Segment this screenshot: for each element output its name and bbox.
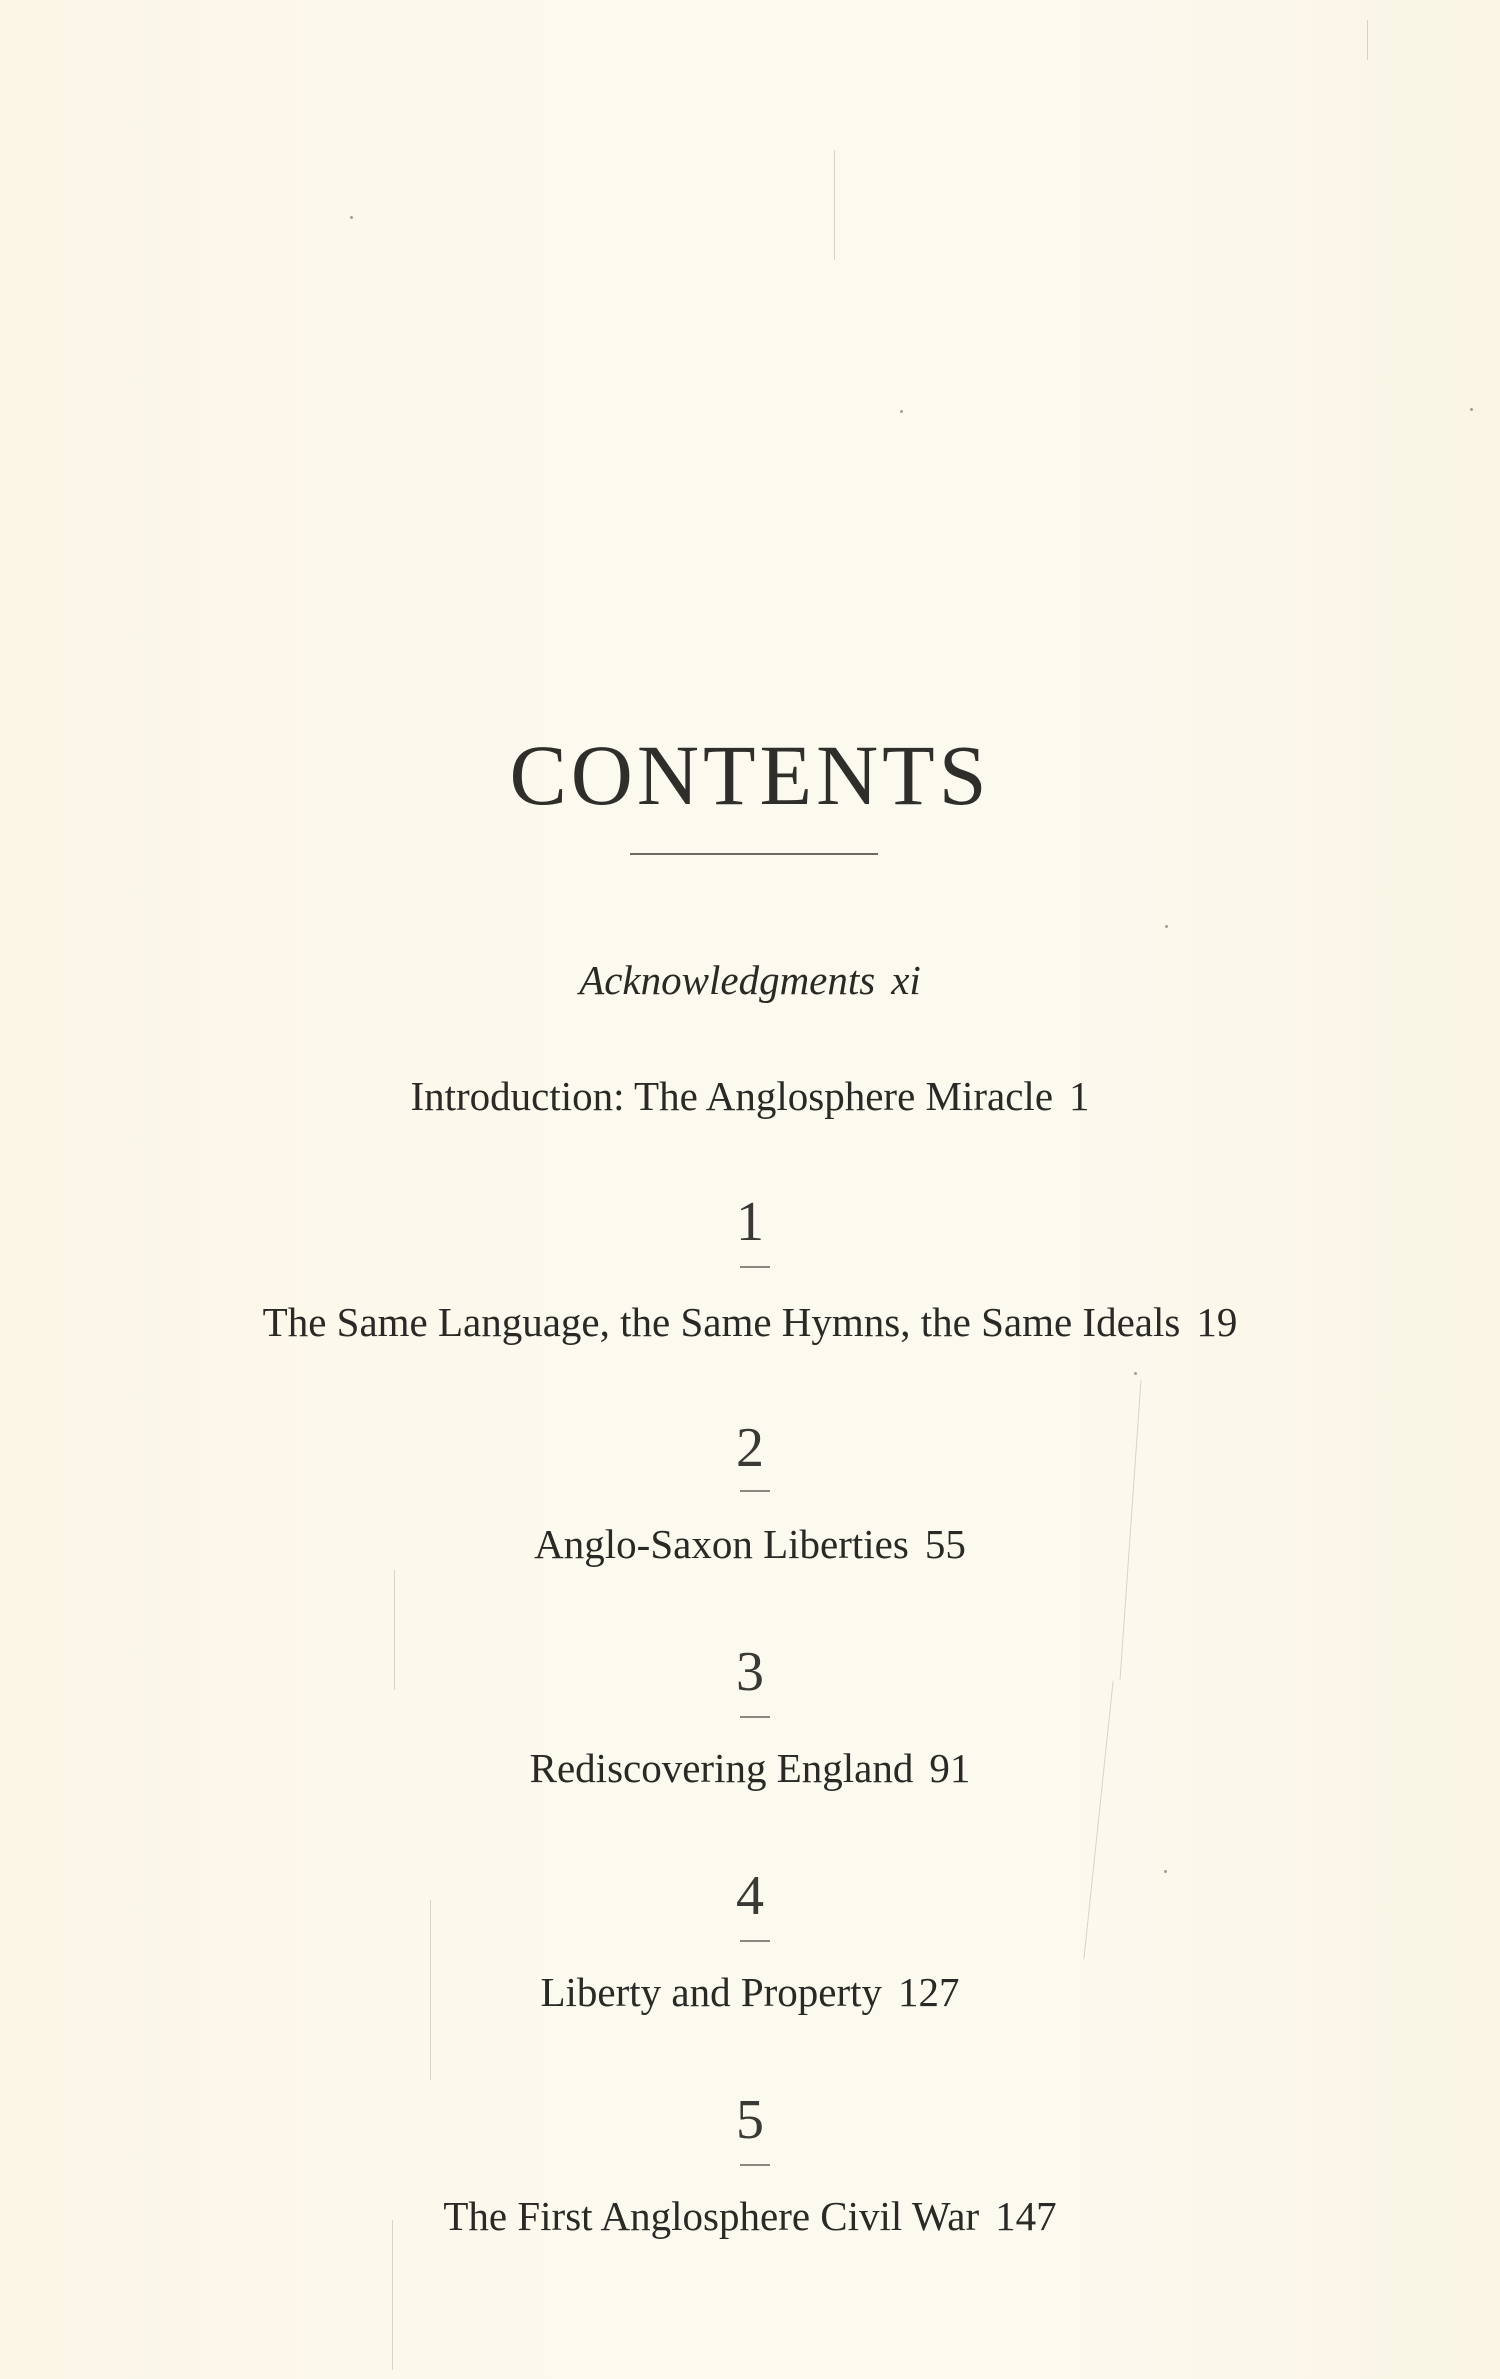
chapter-number-rule bbox=[740, 1490, 770, 1492]
toc-entry-chapter bbox=[0, 1966, 1500, 2018]
toc-entry-acknowledgments bbox=[0, 954, 1500, 1006]
paper-scratch bbox=[392, 2220, 393, 2370]
chapter-number: 5 bbox=[736, 2089, 764, 2151]
toc-entry-page: xi bbox=[891, 957, 921, 1003]
toc-entry-introduction bbox=[0, 1070, 1500, 1122]
toc-entry-chapter bbox=[0, 1296, 1500, 1348]
page-title: CONTENTS bbox=[509, 727, 991, 823]
chapter-title: Liberty and Property bbox=[540, 1969, 883, 2015]
chapter-number-rule bbox=[740, 1266, 770, 1268]
chapter-number-rule bbox=[740, 1716, 770, 1718]
chapter-title: The First Anglosphere Civil War bbox=[443, 2193, 980, 2239]
paper-scratch bbox=[1367, 20, 1368, 60]
paper-speck bbox=[1134, 1372, 1137, 1375]
paper-speck bbox=[1470, 408, 1473, 411]
chapter-title: Rediscovering England bbox=[529, 1745, 914, 1791]
chapter-page: 55 bbox=[924, 1521, 966, 1567]
toc-entry-chapter bbox=[0, 1742, 1500, 1794]
chapter-page: 91 bbox=[929, 1745, 971, 1791]
chapter-number-rule bbox=[740, 1940, 770, 1942]
title-underline bbox=[630, 853, 878, 855]
chapter-page: 147 bbox=[995, 2193, 1057, 2239]
chapter-number: 4 bbox=[736, 1865, 764, 1927]
chapter-number: 3 bbox=[736, 1641, 764, 1703]
paper-speck bbox=[1165, 925, 1168, 928]
chapter-page: 127 bbox=[898, 1969, 960, 2015]
toc-entry-page: 1 bbox=[1069, 1073, 1090, 1119]
chapter-number: 1 bbox=[736, 1191, 764, 1253]
toc-entry-chapter bbox=[0, 1518, 1500, 1570]
chapter-number: 2 bbox=[736, 1417, 764, 1479]
paper-speck bbox=[900, 410, 903, 413]
chapter-page: 19 bbox=[1196, 1299, 1238, 1345]
toc-entry-label: Introduction: The Anglosphere Miracle bbox=[410, 1073, 1054, 1119]
chapter-title: The Same Language, the Same Hymns, the Same Ideals bbox=[262, 1299, 1181, 1345]
paper-speck bbox=[350, 216, 353, 219]
toc-entry-label: Acknowledgments bbox=[579, 957, 876, 1003]
toc-entry-chapter bbox=[0, 2190, 1500, 2242]
chapter-number-rule bbox=[740, 2164, 770, 2166]
chapter-title: Anglo-Saxon Liberties bbox=[534, 1521, 909, 1567]
paper-scratch bbox=[834, 150, 835, 260]
